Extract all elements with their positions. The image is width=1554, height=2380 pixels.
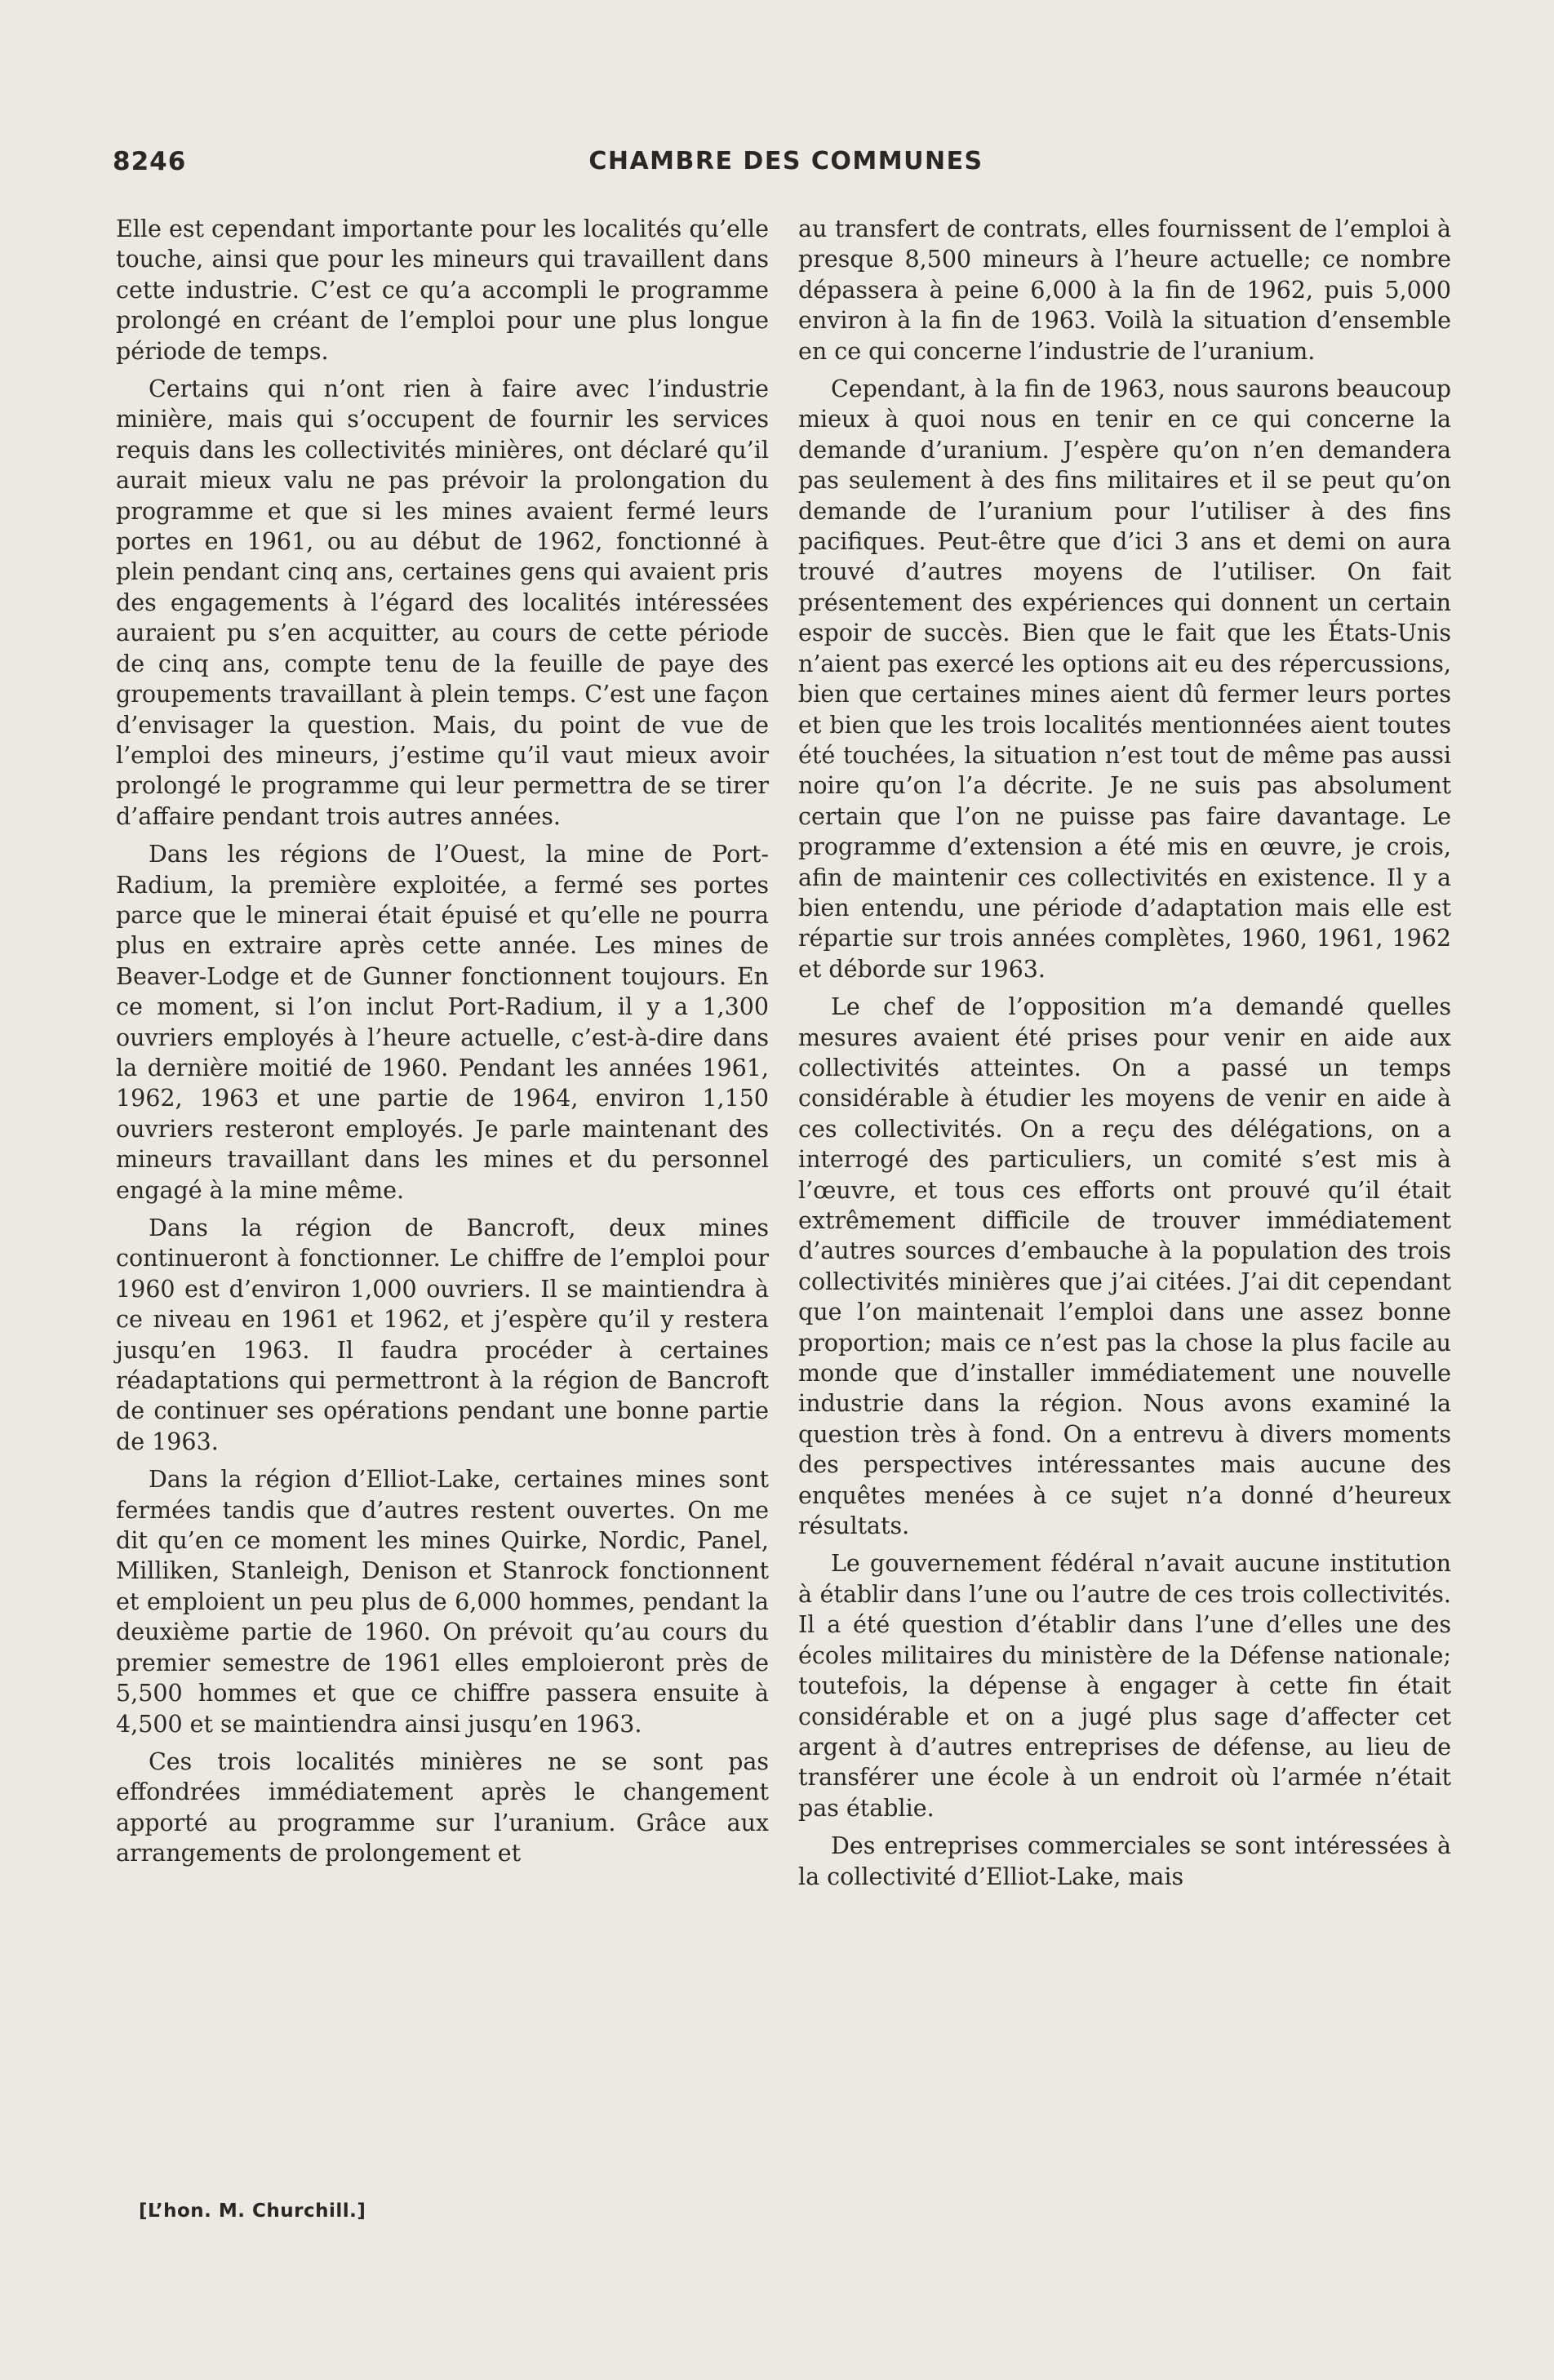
paragraph: Elle est cependant importante pour les localités qu’elle touche, ainsi que pour les mineurs qui travaillent dans cette industrie. C’est ce qu’a accompli le programme prolongé en créant de l’emploi pour une plus longue période de temps. [116,215,769,365]
paragraph: Dans la région de Bancroft, deux mines continueront à fonctionner. Le chiffre de l’emploi pour 1960 est d’environ 1,000 ouvriers. Il se maintiendra à ce niveau en 1961 et 1962, et j’espère qu’il y restera jusqu’en 1963. Il faudra procéder à certaines réadaptations qui permettront à la région de Bancroft de continuer ses opérations pendant une bonne partie de 1963. [116,1214,769,1455]
page-header [113,147,1459,188]
paragraph: Certains qui n’ont rien à faire avec l’industrie minière, mais qui s’occupent de fournir les services requis dans les collectivités minières, ont déclaré qu’il aurait mieux valu ne pas prévoir la prolongation du programme et que si les mines avaient fermé leurs portes en 1961, ou au début de 1962, fonctionné à plein pendant cinq ans, certaines gens qui avaient pris des engagements à l’égard des localités intéressées auraient pu s’en acquitter, au cours de cette période de cinq ans, compte tenu de la feuille de paye des groupements travaillant à plein temps. C’est une façon d’envisager la question. Mais, du point de vue de l’emploi des mineurs, j’estime qu’il vaut mieux avoir prolongé le programme qui leur permettra de se tirer d’affaire pendant trois autres années. [116,375,769,830]
paragraph: Dans la région d’Elliot-Lake, certaines mines sont fermées tandis que d’autres restent ouvertes. On me dit qu’en ce moment les mines Quirke, Nordic, Panel, Milliken, Stanleigh, Denison et Stanrock fonctionnent et emploient un peu plus de 6,000 hommes, pendant la deuxième partie de 1960. On prévoit qu’au cours du premier semestre de 1961 elles emploieront près de 5,500 hommes et que ce chiffre passera ensuite à 4,500 et se maintiendra ainsi jusqu’en 1963. [116,1466,769,1738]
running-head: CHAMBRE DES COMMUNES [588,147,983,175]
right-column [798,214,1451,1899]
paragraph: Ces trois localités minières ne se sont pas effondrées immédiatement après le changement apporté au programme sur l’uranium. Grâce aux arrangements de prolongement et [116,1747,769,1867]
page-number: 8246 [113,147,187,176]
left-column [116,214,769,1876]
paragraph: Des entreprises commerciales se sont intéressées à la collectivité d’Elliot-Lake, mais [798,1832,1451,1890]
paragraph: au transfert de contrats, elles fournissent de l’emploi à presque 8,500 mineurs à l’heure actuelle; ce nombre dépassera à peine 6,000 à la fin de 1962, puis 5,000 environ à la fin de 1963. Voilà la situation d’ensemble en ce qui concerne l’industrie de l’uranium. [798,215,1451,365]
paragraph: Le gouvernement fédéral n’avait aucune institution à établir dans l’une ou l’autre de ces trois collectivités. Il a été question d’établir dans l’une d’elles une des écoles militaires du ministère de la Défense nationale; toutefois, la dépense à engager à cette fin était considérable et on a jugé plus sage d’affecter cet argent à d’autres entreprises de défense, au lieu de transférer une école à un endroit où l’armée n’était pas établie. [798,1550,1451,1822]
paragraph: Dans les régions de l’Ouest, la mine de Port-Radium, la première exploitée, a fermé ses portes parce que le minerai était épuisé et qu’elle ne pourra plus en extraire après cette année. Les mines de Beaver-Lodge et de Gunner fonctionnent toujours. En ce moment, si l’on inclut Port-Radium, il y a 1,300 ouvriers employés à l’heure actuelle, c’est-à-dire dans la dernière moitié de 1960. Pendant les années 1961, 1962, 1963 et une partie de 1964, environ 1,150 ouvriers resteront employés. Je parle maintenant des mineurs travaillant dans les mines et du personnel engagé à la mine même. [116,841,769,1204]
paragraph: Le chef de l’opposition m’a demandé quelles mesures avaient été prises pour venir en aide aux collectivités atteintes. On a passé un temps considérable à étudier les moyens de venir en aide à ces collectivités. On a reçu des délégations, on a interrogé des particuliers, un comité s’est mis à l’œuvre, et tous ces efforts ont prouvé qu’il était extrêmement difficile de trouver immédiatement d’autres sources d’embauche à la population des trois collectivités minières que j’ai citées. J’ai dit cependant que l’on maintenait l’emploi dans une assez bonne proportion; mais ce n’est pas la chose la plus facile au monde que d’installer immédiatement une nouvelle industrie dans la région. Nous avons examiné la question très à fond. On a entrevu à divers moments des perspectives intéressantes mais aucune des enquêtes menées à ce sujet n’a donné d’heureux résultats. [798,993,1451,1540]
paragraph: Cependant, à la fin de 1963, nous saurons beaucoup mieux à quoi nous en tenir en ce qui concerne la demande d’uranium. J’espère qu’on n’en demandera pas seulement à des fins militaires et il se peut qu’on demande de l’uranium pour l’utiliser à des fins pacifiques. Peut-être que d’ici 3 ans et demi on aura trouvé d’autres moyens de l’utiliser. On fait présentement des expériences qui donnent un certain espoir de succès. Bien que le fait que les États-Unis n’aient pas exercé les options ait eu des répercussions, bien que certaines mines aient dû fermer leurs portes et bien que les trois localités mentionnées aient toutes été touchées, la situation n’est tout de même pas aussi noire qu’on l’a décrite. Je ne suis pas absolument certain que l’on ne puisse pas faire davantage. Le programme d’extension a été mis en œuvre, je crois, afin de maintenir ces collectivités en existence. Il y a bien entendu, une période d’adaptation mais elle est répartie sur trois années complètes, 1960, 1961, 1962 et déborde sur 1963. [798,375,1451,983]
speaker-attribution: [L’hon. M. Churchill.] [139,2200,366,2222]
